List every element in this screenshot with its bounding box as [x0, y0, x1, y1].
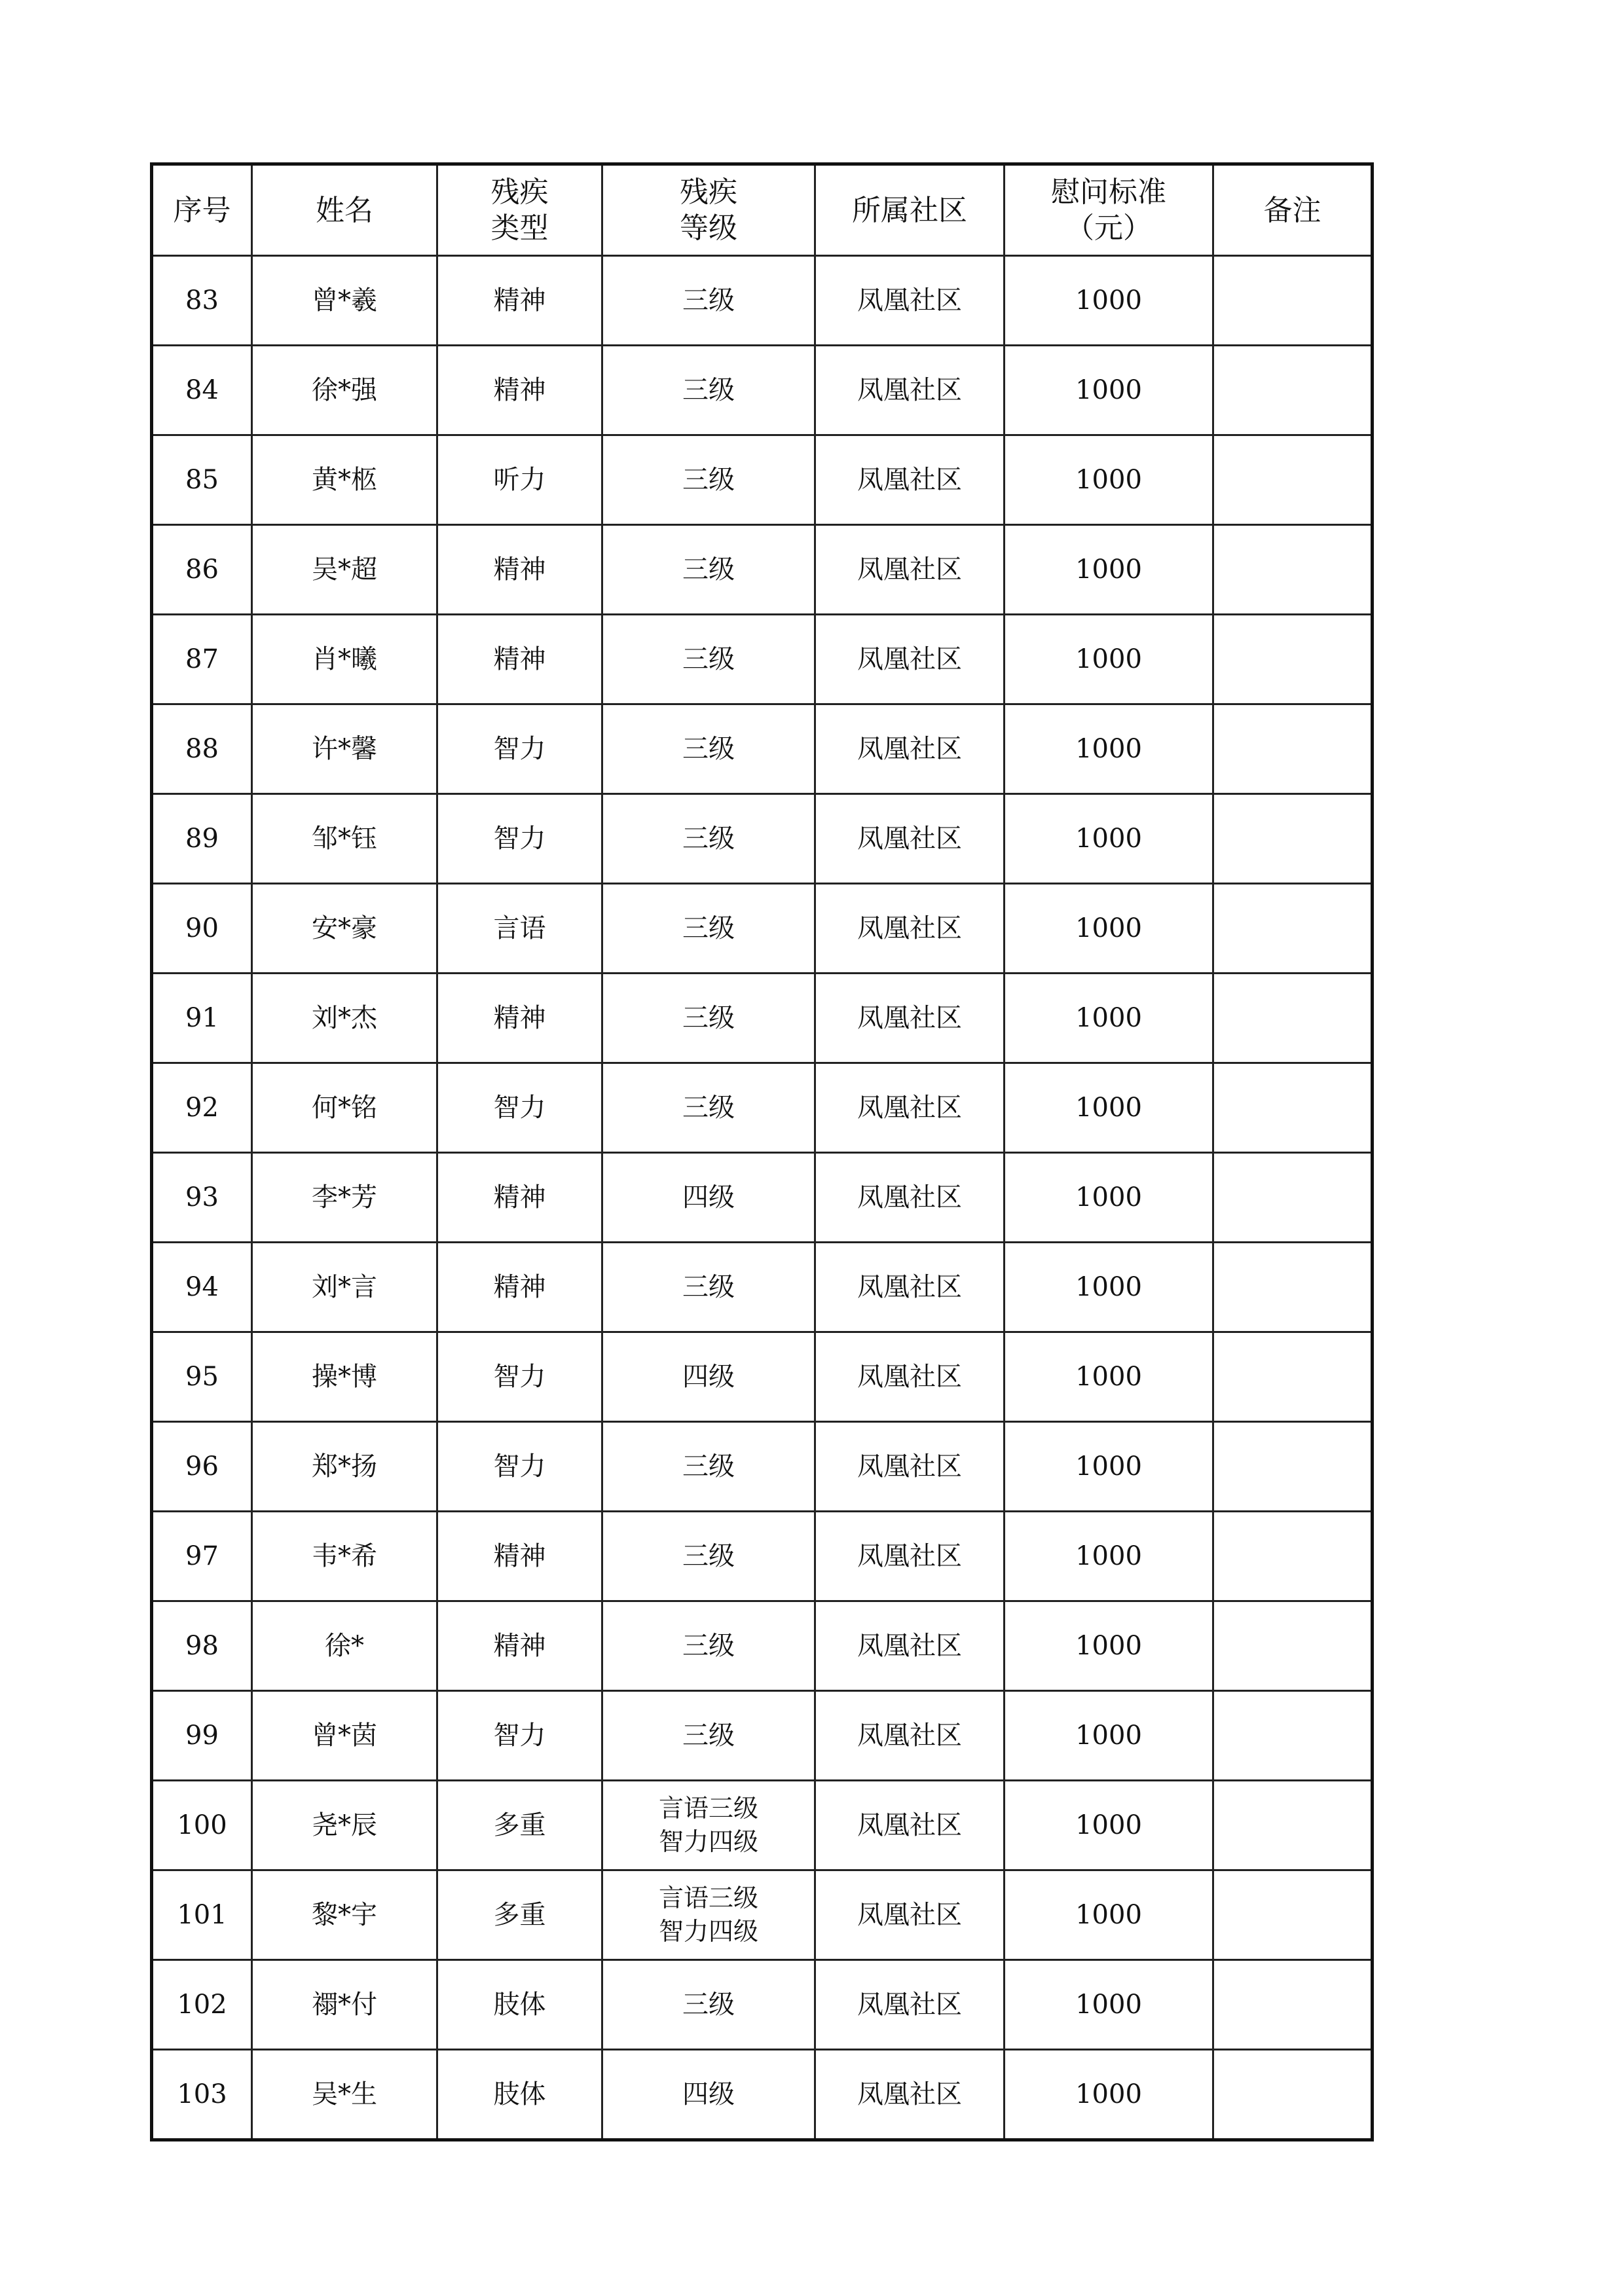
cell-disability-grade — [602, 974, 815, 1063]
cell-seq: 91 — [152, 974, 252, 1063]
cell-seq: 88 — [152, 704, 252, 794]
header-remark: 备注 — [1213, 164, 1373, 256]
grade-line: 智力四级 — [658, 1827, 758, 1856]
grade-line: 三级 — [682, 824, 735, 854]
cell-remark — [1213, 1243, 1373, 1332]
cell-community: 凤凰社区 — [815, 615, 1005, 704]
cell-disability-type: 智力 — [437, 1422, 602, 1512]
cell-community: 凤凰社区 — [815, 884, 1005, 974]
cell-community: 凤凰社区 — [815, 1691, 1005, 1781]
header-relief-amount — [1005, 164, 1213, 256]
cell-remark — [1213, 346, 1373, 435]
cell-disability-type: 多重 — [437, 1781, 602, 1870]
grade-line: 三级 — [682, 1093, 735, 1123]
table-row — [152, 1601, 1373, 1691]
cell-name: 邹*钰 — [252, 794, 437, 884]
cell-seq: 87 — [152, 615, 252, 704]
cell-name: 操*博 — [252, 1332, 437, 1422]
cell-disability-type: 精神 — [437, 1243, 602, 1332]
cell-relief-amount: 1000 — [1005, 525, 1213, 615]
cell-remark — [1213, 1153, 1373, 1243]
table-header-row — [152, 164, 1373, 256]
cell-name: 徐*强 — [252, 346, 437, 435]
cell-seq: 96 — [152, 1422, 252, 1512]
table-row — [152, 1781, 1373, 1870]
header-relief-amount-line1: 慰问标准 — [1051, 175, 1166, 209]
cell-relief-amount: 1000 — [1005, 1870, 1213, 1960]
cell-seq: 103 — [152, 2050, 252, 2140]
cell-seq: 92 — [152, 1063, 252, 1153]
cell-name: 李*芳 — [252, 1153, 437, 1243]
cell-disability-type: 言语 — [437, 884, 602, 974]
cell-remark — [1213, 1691, 1373, 1781]
cell-disability-type: 智力 — [437, 1063, 602, 1153]
cell-seq: 98 — [152, 1601, 252, 1691]
cell-community: 凤凰社区 — [815, 974, 1005, 1063]
cell-disability-grade — [602, 1243, 815, 1332]
cell-relief-amount: 1000 — [1005, 1601, 1213, 1691]
grade-line: 三级 — [682, 734, 735, 764]
cell-disability-grade — [602, 1422, 815, 1512]
cell-remark — [1213, 1870, 1373, 1960]
cell-community: 凤凰社区 — [815, 346, 1005, 435]
grade-line: 三级 — [682, 1721, 735, 1751]
cell-disability-type: 智力 — [437, 1691, 602, 1781]
header-disability-type — [437, 164, 602, 256]
cell-disability-type: 肢体 — [437, 1960, 602, 2050]
table-row — [152, 2050, 1373, 2140]
grade-line: 三级 — [682, 1451, 735, 1482]
cell-seq: 85 — [152, 435, 252, 525]
cell-name: 肖*曦 — [252, 615, 437, 704]
cell-name: 曾*茵 — [252, 1691, 437, 1781]
cell-name: 黎*宇 — [252, 1870, 437, 1960]
cell-name: 禤*付 — [252, 1960, 437, 2050]
cell-name: 吴*超 — [252, 525, 437, 615]
cell-seq: 100 — [152, 1781, 252, 1870]
cell-name: 刘*言 — [252, 1243, 437, 1332]
cell-disability-type: 智力 — [437, 704, 602, 794]
header-disability-type-line2: 类型 — [490, 211, 549, 245]
cell-name: 许*馨 — [252, 704, 437, 794]
cell-seq: 99 — [152, 1691, 252, 1781]
cell-remark — [1213, 1063, 1373, 1153]
cell-disability-type: 精神 — [437, 1601, 602, 1691]
cell-community: 凤凰社区 — [815, 1422, 1005, 1512]
cell-disability-type: 精神 — [437, 615, 602, 704]
cell-remark — [1213, 1332, 1373, 1422]
grade-line: 三级 — [682, 1541, 735, 1571]
cell-seq: 90 — [152, 884, 252, 974]
cell-disability-grade — [602, 1153, 815, 1243]
cell-relief-amount: 1000 — [1005, 1422, 1213, 1512]
cell-disability-type: 精神 — [437, 974, 602, 1063]
cell-disability-grade — [602, 1691, 815, 1781]
grade-line: 三级 — [682, 375, 735, 405]
grade-line: 三级 — [682, 913, 735, 943]
cell-disability-grade — [602, 1960, 815, 2050]
cell-name: 曾*羲 — [252, 256, 437, 346]
table-row — [152, 256, 1373, 346]
cell-relief-amount: 1000 — [1005, 1691, 1213, 1781]
cell-relief-amount: 1000 — [1005, 1960, 1213, 2050]
cell-community: 凤凰社区 — [815, 1063, 1005, 1153]
cell-relief-amount: 1000 — [1005, 1243, 1213, 1332]
cell-disability-grade — [602, 1063, 815, 1153]
grade-line: 三级 — [682, 644, 735, 674]
cell-disability-grade — [602, 1332, 815, 1422]
cell-relief-amount: 1000 — [1005, 974, 1213, 1063]
cell-disability-type: 肢体 — [437, 2050, 602, 2140]
cell-name: 尧*辰 — [252, 1781, 437, 1870]
cell-community: 凤凰社区 — [815, 794, 1005, 884]
header-disability-grade-line2: 等级 — [680, 211, 737, 245]
cell-seq: 94 — [152, 1243, 252, 1332]
grade-line: 四级 — [682, 1362, 735, 1392]
grade-line: 智力四级 — [658, 1917, 758, 1946]
cell-disability-grade — [602, 256, 815, 346]
table-body — [152, 256, 1373, 2140]
table-row — [152, 1512, 1373, 1601]
cell-disability-type: 多重 — [437, 1870, 602, 1960]
table-row — [152, 435, 1373, 525]
cell-name: 郑*扬 — [252, 1422, 437, 1512]
cell-seq: 93 — [152, 1153, 252, 1243]
cell-disability-grade — [602, 615, 815, 704]
table-row — [152, 884, 1373, 974]
cell-relief-amount: 1000 — [1005, 1781, 1213, 1870]
cell-community: 凤凰社区 — [815, 435, 1005, 525]
cell-community: 凤凰社区 — [815, 256, 1005, 346]
table-row — [152, 615, 1373, 704]
header-name: 姓名 — [252, 164, 437, 256]
table-row — [152, 1870, 1373, 1960]
grade-line: 言语三级 — [658, 1883, 758, 1912]
cell-relief-amount: 1000 — [1005, 1512, 1213, 1601]
table-row — [152, 704, 1373, 794]
cell-remark — [1213, 615, 1373, 704]
grade-line: 三级 — [682, 285, 735, 316]
cell-relief-amount: 1000 — [1005, 884, 1213, 974]
cell-remark — [1213, 2050, 1373, 2140]
grade-line: 三级 — [682, 555, 735, 585]
cell-remark — [1213, 1601, 1373, 1691]
cell-disability-grade — [602, 1870, 815, 1960]
cell-relief-amount: 1000 — [1005, 1153, 1213, 1243]
cell-relief-amount: 1000 — [1005, 1063, 1213, 1153]
cell-name: 何*铭 — [252, 1063, 437, 1153]
relief-roster-table — [150, 162, 1374, 2141]
grade-line: 三级 — [682, 1272, 735, 1302]
cell-seq: 102 — [152, 1960, 252, 2050]
cell-relief-amount: 1000 — [1005, 1332, 1213, 1422]
cell-community: 凤凰社区 — [815, 1870, 1005, 1960]
cell-disability-type: 精神 — [437, 525, 602, 615]
cell-relief-amount: 1000 — [1005, 794, 1213, 884]
cell-disability-type: 智力 — [437, 794, 602, 884]
table-row — [152, 974, 1373, 1063]
cell-name: 韦*希 — [252, 1512, 437, 1601]
cell-remark — [1213, 256, 1373, 346]
cell-remark — [1213, 1781, 1373, 1870]
cell-disability-grade — [602, 884, 815, 974]
cell-disability-grade — [602, 1601, 815, 1691]
cell-disability-grade — [602, 346, 815, 435]
grade-line: 言语三级 — [658, 1793, 758, 1823]
cell-disability-grade — [602, 435, 815, 525]
cell-disability-type: 听力 — [437, 435, 602, 525]
cell-disability-type: 精神 — [437, 1512, 602, 1601]
cell-community: 凤凰社区 — [815, 704, 1005, 794]
table-row — [152, 1243, 1373, 1332]
cell-relief-amount: 1000 — [1005, 704, 1213, 794]
cell-disability-type: 精神 — [437, 346, 602, 435]
grade-line: 三级 — [682, 1990, 735, 2020]
cell-community: 凤凰社区 — [815, 1512, 1005, 1601]
cell-community: 凤凰社区 — [815, 1153, 1005, 1243]
header-seq: 序号 — [152, 164, 252, 256]
header-relief-amount-line2: （元） — [1065, 211, 1152, 245]
cell-community: 凤凰社区 — [815, 1601, 1005, 1691]
cell-community: 凤凰社区 — [815, 2050, 1005, 2140]
cell-remark — [1213, 1960, 1373, 2050]
cell-relief-amount: 1000 — [1005, 346, 1213, 435]
grade-line: 三级 — [682, 465, 735, 495]
cell-seq: 101 — [152, 1870, 252, 1960]
cell-relief-amount: 1000 — [1005, 2050, 1213, 2140]
cell-community: 凤凰社区 — [815, 1332, 1005, 1422]
cell-disability-grade — [602, 525, 815, 615]
cell-disability-grade — [602, 2050, 815, 2140]
cell-seq: 95 — [152, 1332, 252, 1422]
table-row — [152, 1332, 1373, 1422]
cell-remark — [1213, 884, 1373, 974]
cell-disability-type: 精神 — [437, 1153, 602, 1243]
cell-disability-grade — [602, 1781, 815, 1870]
cell-name: 黄*柩 — [252, 435, 437, 525]
header-disability-grade — [602, 164, 815, 256]
header-disability-grade-line1: 残疾 — [680, 175, 737, 209]
cell-remark — [1213, 1512, 1373, 1601]
table-row — [152, 1422, 1373, 1512]
grade-line: 三级 — [682, 1631, 735, 1661]
cell-remark — [1213, 435, 1373, 525]
cell-disability-grade — [602, 794, 815, 884]
cell-seq: 83 — [152, 256, 252, 346]
cell-relief-amount: 1000 — [1005, 615, 1213, 704]
cell-relief-amount: 1000 — [1005, 435, 1213, 525]
cell-name: 安*豪 — [252, 884, 437, 974]
cell-seq: 84 — [152, 346, 252, 435]
cell-seq: 86 — [152, 525, 252, 615]
cell-remark — [1213, 794, 1373, 884]
cell-remark — [1213, 1422, 1373, 1512]
cell-name: 吴*生 — [252, 2050, 437, 2140]
cell-disability-grade — [602, 704, 815, 794]
table-row — [152, 1153, 1373, 1243]
cell-community: 凤凰社区 — [815, 1781, 1005, 1870]
header-disability-type-line1: 残疾 — [490, 175, 549, 209]
cell-community: 凤凰社区 — [815, 1243, 1005, 1332]
cell-name: 刘*杰 — [252, 974, 437, 1063]
cell-disability-type: 精神 — [437, 256, 602, 346]
table-row — [152, 794, 1373, 884]
cell-name: 徐* — [252, 1601, 437, 1691]
cell-seq: 89 — [152, 794, 252, 884]
grade-line: 三级 — [682, 1003, 735, 1033]
cell-relief-amount: 1000 — [1005, 256, 1213, 346]
table-row — [152, 1691, 1373, 1781]
cell-community: 凤凰社区 — [815, 1960, 1005, 2050]
cell-remark — [1213, 704, 1373, 794]
cell-disability-grade — [602, 1512, 815, 1601]
table-row — [152, 1063, 1373, 1153]
cell-disability-type: 智力 — [437, 1332, 602, 1422]
cell-remark — [1213, 525, 1373, 615]
table-row — [152, 525, 1373, 615]
cell-remark — [1213, 974, 1373, 1063]
table-row — [152, 346, 1373, 435]
grade-line: 四级 — [682, 1182, 735, 1212]
grade-line: 四级 — [682, 2079, 735, 2109]
cell-seq: 97 — [152, 1512, 252, 1601]
header-community: 所属社区 — [815, 164, 1005, 256]
cell-community: 凤凰社区 — [815, 525, 1005, 615]
table-row — [152, 1960, 1373, 2050]
